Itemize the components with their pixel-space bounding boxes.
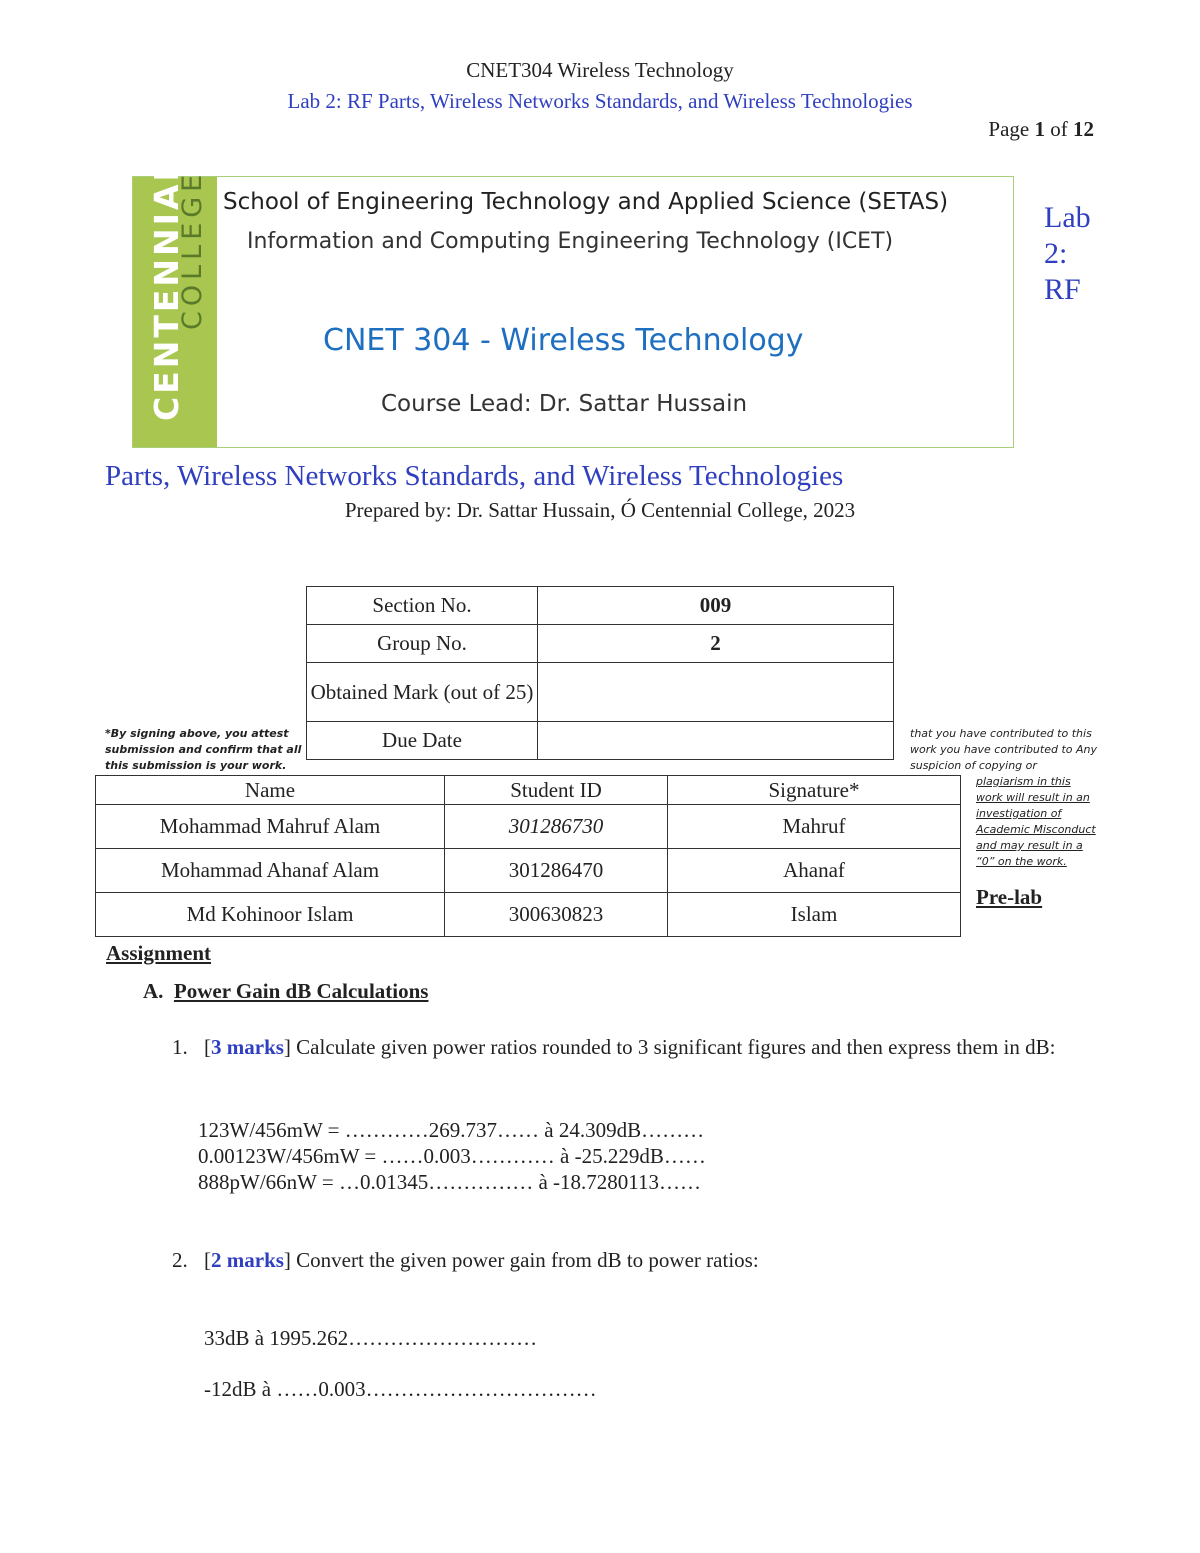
calc-line: 0.00123W/456mW = ……0.003………… à -25.229dB…… (198, 1144, 706, 1168)
assignment-heading: Assignment (106, 941, 212, 965)
info-table (306, 586, 894, 760)
header-name: Name (96, 776, 445, 805)
header-signature: Signature* (668, 776, 961, 805)
info-value (538, 722, 894, 760)
logo-word-college: COLLEGE (177, 169, 208, 330)
table-row (307, 625, 894, 663)
calc-line: 33dB à 1995.262……………………… (204, 1326, 538, 1350)
info-label: Section No. (307, 587, 538, 625)
calc-line: 123W/456mW = …………269.737…… à 24.309dB……… (198, 1118, 705, 1142)
lab-side-label: Lab 2: RF (1044, 201, 1091, 306)
info-label: Due Date (307, 722, 538, 760)
table-header-row (96, 776, 961, 805)
page-number: Page 1 of 12 (988, 117, 1094, 141)
signing-note-left: *By signing above, you attest submission and confirm that all this submission is your work. (105, 727, 302, 772)
question-2: 2. [2 marks] Convert the given power gain from dB to power ratios: (172, 1248, 759, 1272)
member-name: Mohammad Mahruf Alam (96, 805, 445, 849)
info-value: 2 (538, 625, 894, 663)
prepared-by: Prepared by: Dr. Sattar Hussain, Ó Centennial College, 2023 (344, 498, 856, 522)
document-title: Parts, Wireless Networks Standards, and Wireless Technologies (105, 460, 844, 492)
logo-word-centennial: CENTENNIAL (147, 157, 186, 421)
table-row (307, 663, 894, 722)
table-row (307, 722, 894, 760)
member-signature: Mahruf (668, 805, 961, 849)
banner-program: Information and Computing Engineering Technology (ICET) (247, 229, 894, 254)
marks-label: 2 marks (211, 1248, 284, 1272)
question-1: 1. [3 marks] Calculate given power ratios rounded to 3 significant figures and then express them in dB: (172, 1035, 1056, 1059)
member-signature: Islam (668, 893, 961, 937)
info-value: 009 (538, 587, 894, 625)
info-value (538, 663, 894, 722)
calc-line: 888pW/66nW = …0.01345…………… à -18.7280113…… (198, 1170, 701, 1194)
member-name: Mohammad Ahanaf Alam (96, 849, 445, 893)
member-id: 301286470 (445, 849, 668, 893)
header-lab-title: Lab 2: RF Parts, Wireless Networks Standards, and Wireless Technologies (287, 89, 913, 113)
info-label: Group No. (307, 625, 538, 663)
marks-label: 3 marks (211, 1035, 284, 1059)
prelab-heading: Pre-lab (976, 885, 1043, 909)
member-id: 301286730 (445, 805, 668, 849)
table-row (307, 587, 894, 625)
member-id: 300630823 (445, 893, 668, 937)
members-table (95, 775, 961, 937)
header-student-id: Student ID (445, 776, 668, 805)
member-name: Md Kohinoor Islam (96, 893, 445, 937)
banner-school: School of Engineering Technology and Applied Science (SETAS) (223, 189, 949, 215)
course-banner (132, 157, 1014, 448)
table-row (96, 893, 961, 937)
banner-course-lead: Course Lead: Dr. Sattar Hussain (381, 391, 748, 417)
table-row (96, 805, 961, 849)
banner-course: CNET 304 - Wireless Technology (323, 323, 804, 358)
plagiarism-note: plagiarism in this work will result in an investigation of Academic Misconduct and may result in a “0” on the work. (976, 775, 1096, 868)
section-a-heading: A. Power Gain dB Calculations (143, 979, 429, 1003)
header-course: CNET304 Wireless Technology (466, 58, 734, 82)
signing-note-right: that you have contributed to this work you have contributed to Any suspicion of copying or (910, 727, 1098, 772)
college-logo (133, 157, 217, 447)
calc-line: -12dB à ……0.003…………………………… (204, 1377, 597, 1401)
info-label: Obtained Mark (out of 25) (307, 663, 538, 722)
member-signature: Ahanaf (668, 849, 961, 893)
table-row (96, 849, 961, 893)
